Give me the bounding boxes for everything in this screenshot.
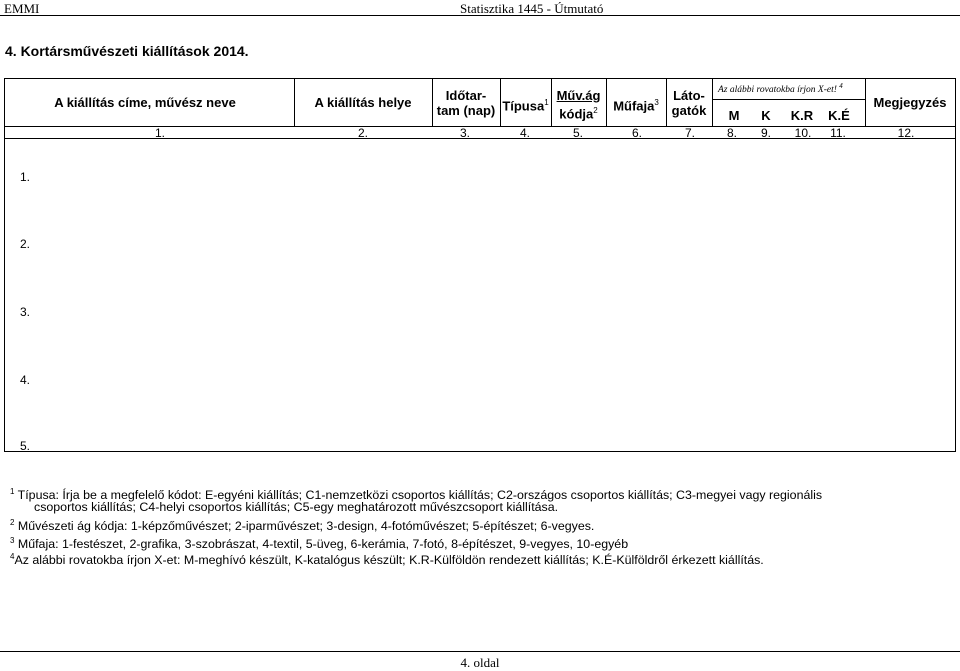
header-divider <box>0 15 960 16</box>
column-number: 2. <box>357 126 368 140</box>
column-number: 3. <box>459 126 470 140</box>
header-right: Statisztika 1445 - Útmutató <box>460 1 604 16</box>
page-title: 4. Kortársművészeti kiállítások 2014. <box>5 43 249 59</box>
footer-divider <box>0 651 960 652</box>
col-k-header: K <box>761 108 771 123</box>
row-number: 2. <box>20 237 31 251</box>
footnote: csoportos kiállítás; C4-helyi csoportos kiállítás; C5-egy meghatározott művészcsoport kiállítása. <box>34 500 559 514</box>
column-number: 4. <box>519 126 530 140</box>
column-number: 1. <box>154 126 165 140</box>
row-number: 5. <box>20 439 31 453</box>
data-table <box>4 78 956 452</box>
col-m-header: M <box>728 108 740 123</box>
column-number: 8. <box>726 126 737 140</box>
col-ke-header: K.É <box>828 108 850 123</box>
column-number: 11. <box>830 126 846 140</box>
col-type-header: Típusa$^1$ <box>502 98 549 114</box>
row-number: 4. <box>20 373 31 387</box>
column-number: 6. <box>631 126 642 140</box>
row-number: 3. <box>20 305 31 319</box>
col-title-header: A kiállítás címe, művész neve <box>54 95 236 110</box>
footnote: $^4$Az alábbi rovatokba írjon X-et: M-meghívó készült, K-katalógus készült; K.R-Külföldön rendezett kiállítás; K.É-Külföldről érkezett kiállítás. <box>10 552 764 568</box>
page-number: 4. oldal <box>460 655 500 670</box>
footnote: $^1$ Típusa: Írja be a megfelelő kódot: E-egyéni kiállítás; C1-nemzetközi csoportos kiállítás; C2-országos csoportos kiállítás; C3-megyei vagy regionális <box>10 487 823 503</box>
col-genre-header: Műfaja$^3$ <box>613 98 659 114</box>
col-remarks-header: Megjegyzés <box>873 95 947 110</box>
column-number: 7. <box>684 126 695 140</box>
footnote: $^2$ Művészeti ág kódja: 1-képzőművészet; 2-iparművészet; 3-design, 4-fotóművészet; 5-építészet; 6-vegyes. <box>10 518 595 534</box>
column-number: 9. <box>760 126 771 140</box>
column-number: 5. <box>572 126 583 140</box>
group-divider <box>712 99 865 100</box>
col-visitors-header: Láto- gatók <box>671 88 707 118</box>
col-art-code-header: Műv.ág kódja$^2$ <box>556 88 601 122</box>
column-divider <box>712 79 713 126</box>
col-kr-header: K.R <box>790 108 814 123</box>
group-instruction: Az alábbi rovatokba írjon X-et! $^4$ <box>718 82 843 96</box>
column-number: 10. <box>794 126 812 140</box>
col-location-header: A kiállítás helye <box>314 95 412 110</box>
row-number: 1. <box>20 170 31 184</box>
footnote: $^3$ Műfaja: 1-festészet, 2-grafika, 3-szobrászat, 4-textil, 5-üveg, 6-kerámia, 7-fotó, 8-építészet, 9-vegyes, 10-egyéb <box>10 536 629 552</box>
column-number: 12. <box>897 126 915 140</box>
col-duration-header: Időtar- tam (nap) <box>436 88 496 118</box>
header-left: EMMI <box>4 1 40 16</box>
